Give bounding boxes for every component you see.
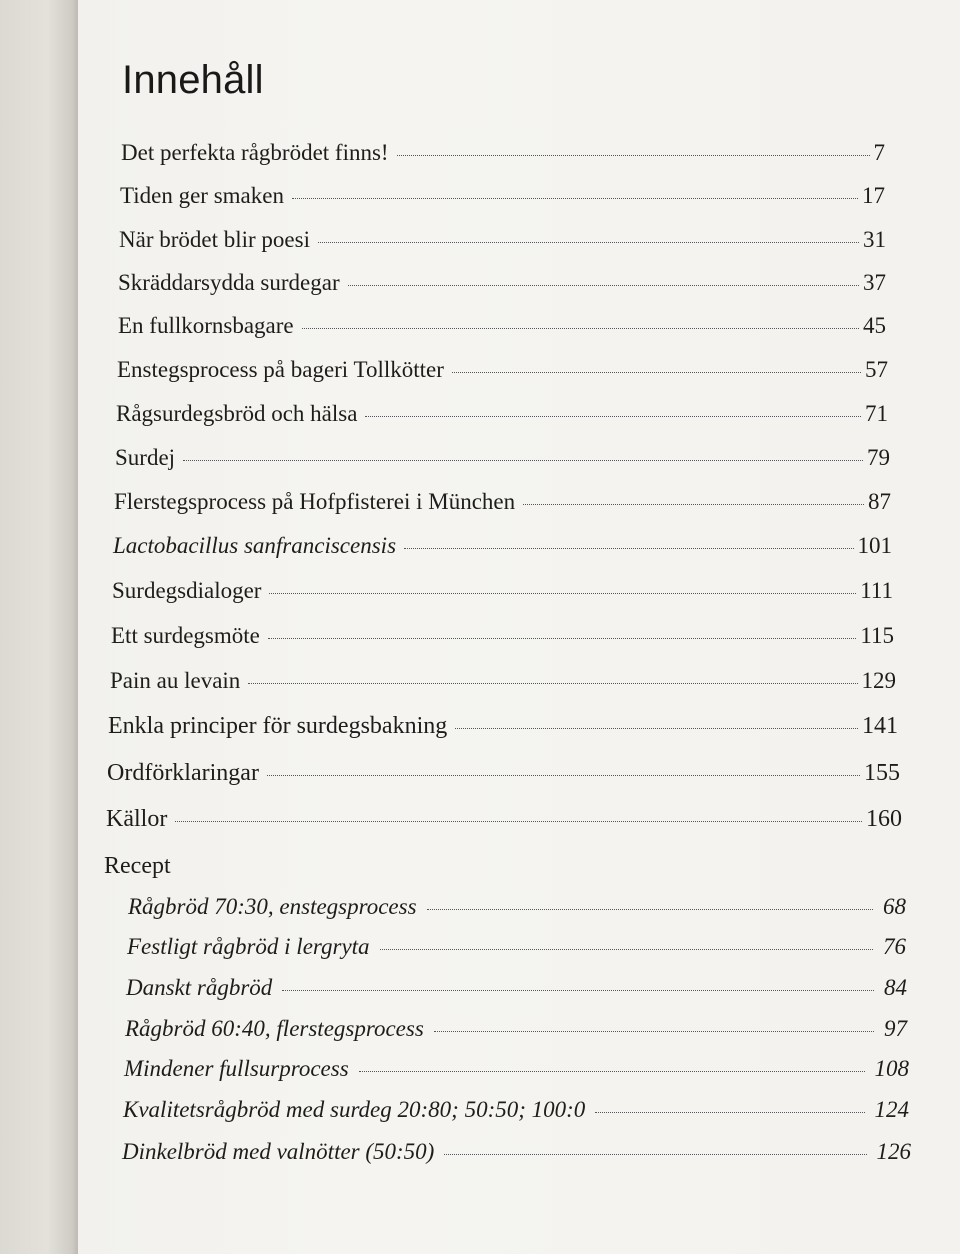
toc-entry <box>107 760 900 787</box>
toc-entry <box>121 140 885 166</box>
dot-leader <box>444 1154 866 1155</box>
dot-leader <box>269 593 856 594</box>
dot-leader <box>292 198 858 199</box>
toc-entry-title: Surdej <box>115 445 176 470</box>
recipe-entry <box>124 1056 909 1082</box>
toc-entry-title: Det perfekta rågbrödet finns! <box>121 140 389 165</box>
toc-entry-page: 37 <box>863 270 886 295</box>
toc-entry-page: 111 <box>860 578 893 603</box>
toc-entry <box>114 489 891 515</box>
toc-entry-title: Flerstegsprocess på Hofpfisterei i München <box>114 489 516 514</box>
toc-entry <box>118 270 886 296</box>
toc-entry <box>120 183 885 209</box>
recipe-page: 97 <box>884 1016 907 1041</box>
toc-entry-title: Pain au levain <box>110 668 241 693</box>
dot-leader <box>380 949 873 950</box>
recipe-title: Dinkelbröd med valnötter (50:50) <box>122 1139 435 1164</box>
toc-entry <box>119 227 886 253</box>
dot-leader <box>318 242 859 243</box>
toc-entry <box>115 445 890 471</box>
dot-leader <box>359 1071 865 1072</box>
recipe-title: Rågbröd 60:40, flerstegsprocess <box>125 1016 424 1041</box>
recipe-title: Kvalitetsrågbröd med surdeg 20:80; 50:50; 100:0 <box>123 1097 586 1122</box>
toc-entry-page: 71 <box>865 401 888 426</box>
toc-entry-page: 87 <box>868 489 891 514</box>
toc-entry <box>112 578 893 604</box>
toc-entry-title: Ett surdegsmöte <box>111 623 260 648</box>
dot-leader <box>523 504 864 505</box>
toc-entry-title: Lactobacillus sanfranciscensis <box>113 533 397 558</box>
recipe-entry <box>122 1139 911 1165</box>
dot-leader <box>302 328 859 329</box>
toc-entry-page: 129 <box>861 668 896 693</box>
recipe-entry <box>123 1097 909 1123</box>
toc-entry <box>118 313 886 339</box>
toc-entry <box>110 668 896 694</box>
dot-leader <box>365 416 861 417</box>
toc-entry-page: 160 <box>866 806 902 832</box>
toc-entry-title: Enkla principer för surdegsbakning <box>108 713 448 739</box>
toc-entry-page: 115 <box>860 623 894 648</box>
recipe-page: 84 <box>884 975 907 1000</box>
toc-entry-title: Skräddarsydda surdegar <box>118 270 340 295</box>
dot-leader <box>248 683 857 684</box>
toc-entry <box>117 357 888 383</box>
toc-entry-page: 17 <box>862 183 885 208</box>
recipe-page: 76 <box>883 934 906 959</box>
recipe-page: 124 <box>874 1097 909 1122</box>
page-title: Innehåll <box>122 58 264 102</box>
recipe-title: Danskt rågbröd <box>126 975 273 1000</box>
toc-entry-title: Ordförklaringar <box>107 760 259 786</box>
toc-entry-title: Enstegsprocess på bageri Tollkötter <box>117 357 444 382</box>
toc-entry <box>111 623 894 649</box>
dot-leader <box>282 990 874 991</box>
toc-entry <box>113 533 892 559</box>
dot-leader <box>268 638 857 639</box>
dot-leader <box>267 775 860 776</box>
toc-entry-page: 155 <box>864 760 900 786</box>
toc-entry-title: Rågsurdegsbröd och hälsa <box>116 401 358 426</box>
toc-entry-page: 45 <box>863 313 886 338</box>
dot-leader <box>455 728 858 729</box>
toc-entry-page: 57 <box>865 357 888 382</box>
dot-leader <box>404 548 853 549</box>
toc-entry-page: 31 <box>863 227 886 252</box>
recipes-heading: Recept <box>104 853 171 879</box>
dot-leader <box>427 909 873 910</box>
toc-entry <box>108 713 898 740</box>
toc-entry <box>116 401 888 427</box>
toc-entry-title: Källor <box>106 806 168 832</box>
toc-entry-title: Tiden ger smaken <box>120 183 284 208</box>
dot-leader <box>452 372 861 373</box>
recipe-title: Festligt rågbröd i lergryta <box>127 934 370 959</box>
toc-entry-title: Surdegsdialoger <box>112 578 262 603</box>
recipe-page: 126 <box>876 1139 911 1164</box>
recipe-title: Rågbröd 70:30, enstegsprocess <box>128 894 417 919</box>
dot-leader <box>595 1112 864 1113</box>
recipe-entry <box>127 934 906 960</box>
dot-leader <box>348 285 859 286</box>
toc-entry <box>106 806 902 833</box>
dot-leader <box>183 460 863 461</box>
dot-leader <box>397 155 870 156</box>
toc-entry-page: 7 <box>873 140 885 165</box>
toc-entry-page: 101 <box>857 533 892 558</box>
toc-entry-page: 79 <box>867 445 890 470</box>
recipe-entry <box>126 975 907 1001</box>
recipe-page: 68 <box>883 894 906 919</box>
recipe-entry <box>128 894 906 920</box>
toc-entry-title: En fullkornsbagare <box>118 313 294 338</box>
recipe-entry <box>125 1016 907 1042</box>
recipe-title: Mindener fullsurprocess <box>124 1056 349 1081</box>
book-gutter <box>0 0 78 1254</box>
toc-entry-page: 141 <box>862 713 898 739</box>
toc-entry-title: När brödet blir poesi <box>119 227 310 252</box>
recipe-page: 108 <box>874 1056 909 1081</box>
dot-leader <box>175 821 862 822</box>
dot-leader <box>434 1031 874 1032</box>
